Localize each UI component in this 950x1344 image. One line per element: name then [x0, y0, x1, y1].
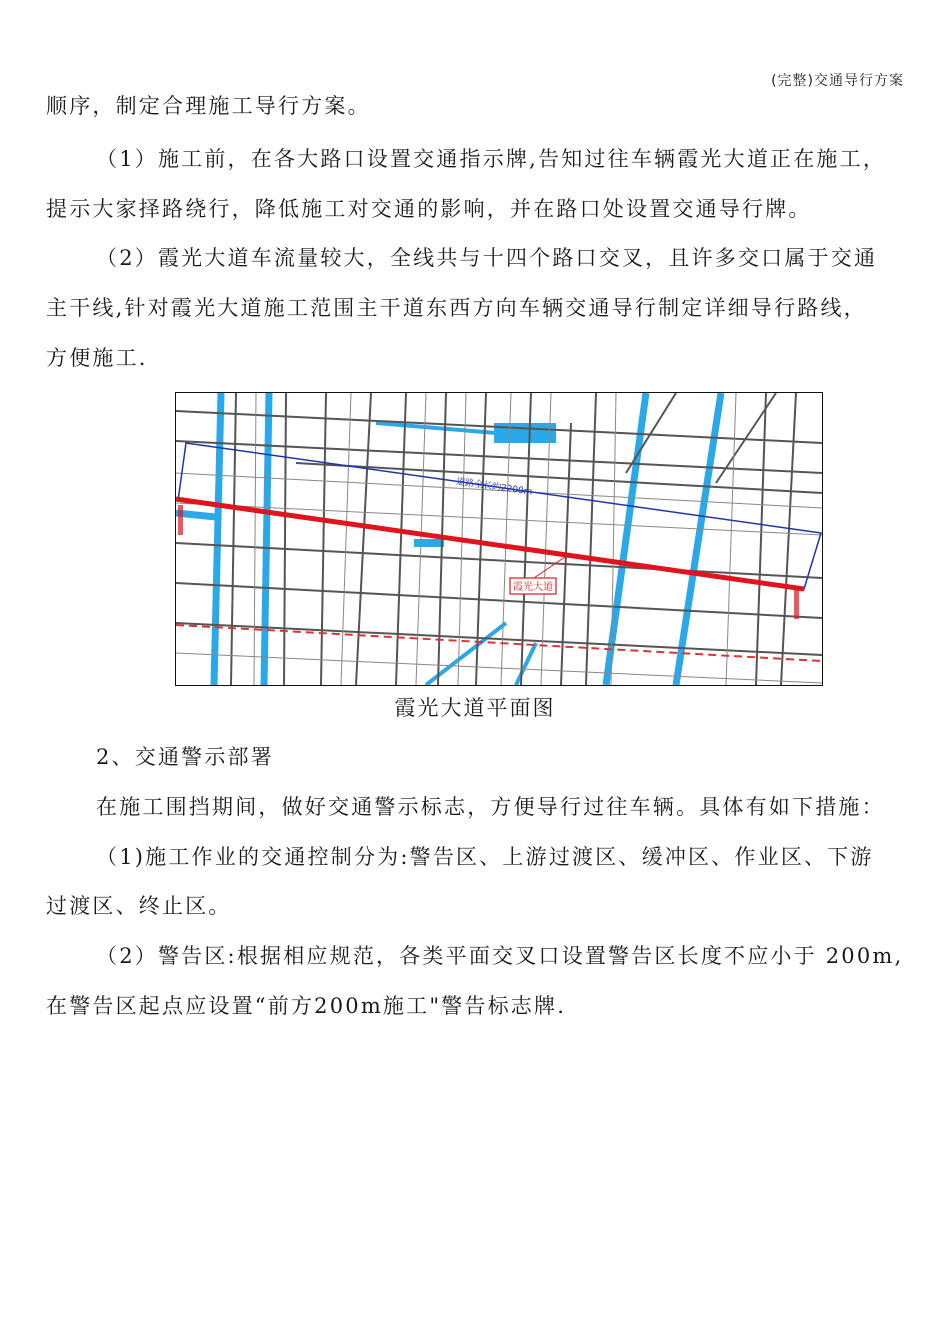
paragraph-line: （1)施工作业的交通控制分为:警告区、上游过渡区、缓冲区、作业区、下游 [96, 845, 874, 869]
paragraph-line: 在警告区起点应设置“前方200m施工"警告标志牌. [46, 994, 567, 1018]
paragraph-line: 提示大家择路绕行，降低施工对交通的影响，并在路口处设置交通导行牌。 [46, 197, 812, 221]
paragraph-line: （1）施工前，在各大路口设置交通指示牌,告知过往车辆霞光大道正在施工， [96, 147, 887, 171]
road-label: 霞光大道 [513, 582, 553, 593]
length-label: 道路全长约2200m [455, 477, 533, 498]
paragraph-line: （2）霞光大道车流量较大，全线共与十四个路口交叉，且许多交口属于交通 [96, 246, 878, 270]
map-drawing [176, 393, 822, 685]
paragraph-line: 在施工围挡期间，做好交通警示标志，方便导行过往车辆。具体有如下措施： [96, 795, 885, 819]
xiaguang-avenue-line [176, 499, 804, 589]
pond [414, 539, 444, 547]
paragraph-line: 顺序，制定合理施工导行方案。 [46, 94, 371, 118]
page-header: (完整)交通导行方案 [771, 73, 904, 89]
figure-caption: 霞光大道平面图 [394, 696, 556, 720]
project-outline [178, 443, 821, 589]
paragraph-line: 过渡区、终止区。 [46, 894, 232, 918]
paragraph-line: 方便施工. [46, 346, 148, 370]
road-plan-map [175, 392, 823, 686]
paragraph-line: 主干线,针对霞光大道施工范围主干道东西方向车辆交通导行制定详细导行路线， [46, 296, 867, 320]
lake [494, 423, 556, 443]
paragraph-line: （2）警告区:根据相应规范，各类平面交叉口设置警告区长度不应小于 200m, [96, 944, 904, 968]
end-markers [178, 505, 799, 619]
section-heading: 2、交通警示部署 [96, 745, 274, 769]
